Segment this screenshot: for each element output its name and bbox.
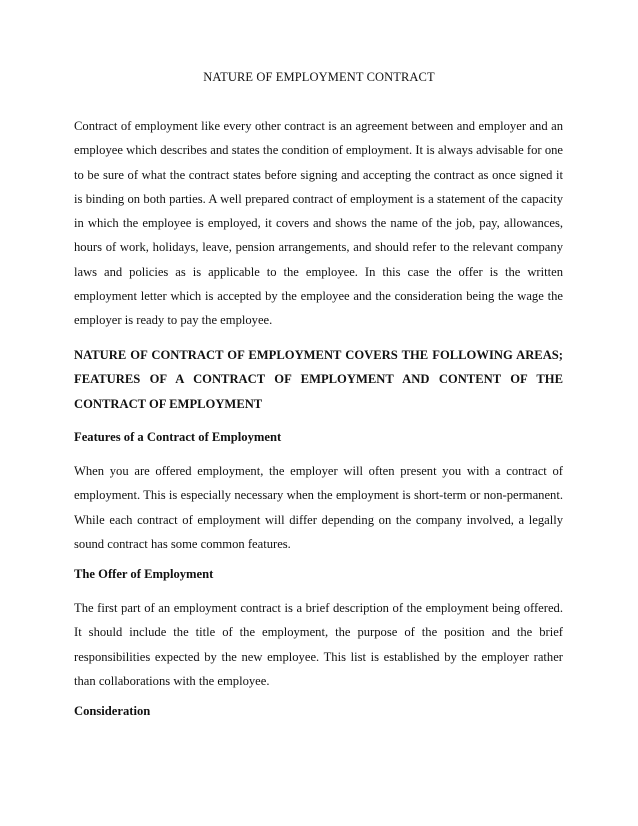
features-paragraph: When you are offered employment, the employer will often present you with a contract of employment. This is especially necessary when the employment is short-term or non-permanent. While each contract of employment will differ depending on the company involved, a legally sound contract has some common features.: [74, 464, 563, 551]
offer-paragraph: The first part of an employment contract is a brief description of the employment being offered. It should include the title of the employment, the purpose of the position and the brief responsibilities expected by the new employee. This list is established by the employer rather than collaborations with the employee.: [74, 601, 563, 688]
features-heading: Features of a Contract of Employment: [74, 430, 282, 444]
consideration-heading: Consideration: [74, 704, 151, 718]
intro-paragraph: Contract of employment like every other contract is an agreement between and employer and an employee which describes and states the condition of employment. It is always advisable for one to be sure of what the contract states before signing and accepting the contract as once signed it is binding on both parties. A well prepared contract of employment is a statement of the capacity in which the employee is employed, it covers and shows the name of the job, pay, allowances, hours of work, holidays, leave, pension arrangements, and should refer to the relevant company laws and policies as is applicable to the employee. In this case the offer is the written employment letter which is accepted by the employee and the consideration being the wage the employer is ready to pay the employee.: [74, 119, 563, 328]
document-title: NATURE OF EMPLOYMENT CONTRACT: [203, 70, 435, 84]
offer-heading: The Offer of Employment: [74, 567, 214, 581]
section-heading: NATURE OF CONTRACT OF EMPLOYMENT COVERS THE FOLLOWING AREAS; FEATURES OF A CONTRACT OF EMPLOYMENT AND CONTENT OF THE CONTRACT OF EMPLOYMENT: [74, 348, 563, 411]
